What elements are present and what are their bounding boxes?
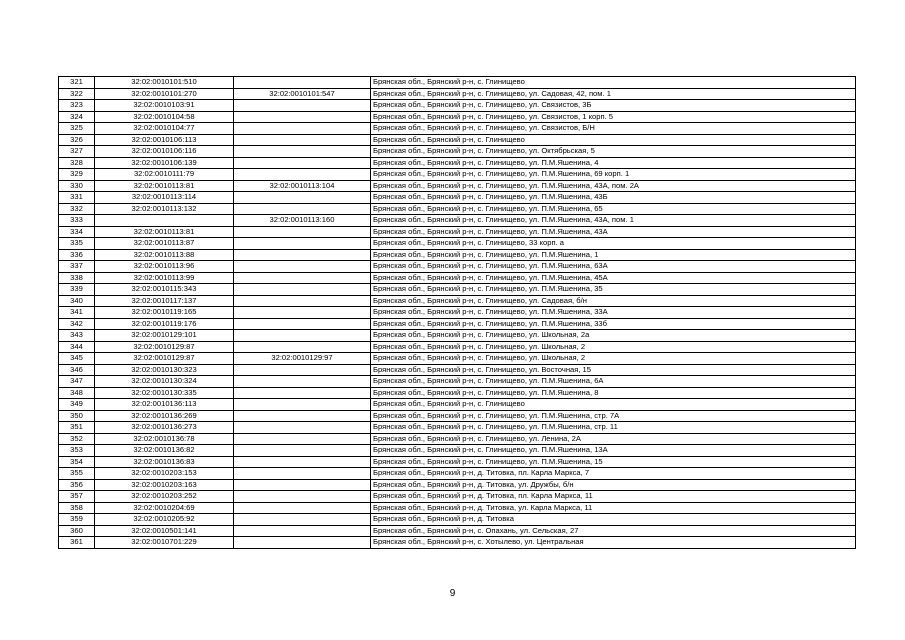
- address-cell: Брянская обл., Брянский р-н, с. Глинищево: [371, 77, 856, 89]
- table-row: [59, 226, 856, 238]
- cadastral-number-cell: 32:02:0010130:335: [95, 387, 234, 399]
- address-cell: Брянская обл., Брянский р-н, с. Глинищево, ул. П.М.Яшенина, 6А: [371, 376, 856, 388]
- cadastral-number-cell: 32:02:0010113:81: [95, 226, 234, 238]
- row-number-cell: 354: [59, 456, 95, 468]
- row-number-cell: 346: [59, 364, 95, 376]
- table-row: [59, 433, 856, 445]
- row-number-cell: 360: [59, 525, 95, 537]
- row-number-cell: 322: [59, 88, 95, 100]
- address-cell: Брянская обл., Брянский р-н, с. Глинищево, ул. П.М.Яшенина, 1: [371, 249, 856, 261]
- parent-cadastral-number-cell: 32:02:0010101:547: [234, 88, 371, 100]
- row-number-cell: 356: [59, 479, 95, 491]
- row-number-cell: 361: [59, 537, 95, 549]
- row-number-cell: 355: [59, 468, 95, 480]
- parent-cadastral-number-cell: [234, 399, 371, 411]
- parent-cadastral-number-cell: [234, 330, 371, 342]
- table-row: [59, 134, 856, 146]
- table-row: [59, 169, 856, 181]
- registry-table-body: [59, 77, 856, 549]
- cadastral-number-cell: 32:02:0010204:69: [95, 502, 234, 514]
- cadastral-number-cell: 32:02:0010101:270: [95, 88, 234, 100]
- cadastral-number-cell: 32:02:0010129:87: [95, 341, 234, 353]
- address-cell: Брянская обл., Брянский р-н, с. Глинищево, ул. П.М.Яшенина, 43А, пом. 1: [371, 215, 856, 227]
- address-cell: Брянская обл., Брянский р-н, с. Глинищево, ул. П.М.Яшенина, стр. 7А: [371, 410, 856, 422]
- row-number-cell: 323: [59, 100, 95, 112]
- address-cell: Брянская обл., Брянский р-н, с. Глинищево, ул. П.М.Яшенина, 13А: [371, 445, 856, 457]
- parent-cadastral-number-cell: [234, 433, 371, 445]
- row-number-cell: 345: [59, 353, 95, 365]
- row-number-cell: 358: [59, 502, 95, 514]
- address-cell: Брянская обл., Брянский р-н, с. Глинищево, ул. Школьная, 2: [371, 341, 856, 353]
- table-row: [59, 111, 856, 123]
- address-cell: Брянская обл., Брянский р-н, д. Титовка: [371, 514, 856, 526]
- address-cell: Брянская обл., Брянский р-н, с. Глинищево, ул. Восточная, 15: [371, 364, 856, 376]
- address-cell: Брянская обл., Брянский р-н, д. Титовка, пл. Карла Маркса, 7: [371, 468, 856, 480]
- parent-cadastral-number-cell: [234, 479, 371, 491]
- table-row: [59, 456, 856, 468]
- cadastral-number-cell: 32:02:0010136:273: [95, 422, 234, 434]
- row-number-cell: 343: [59, 330, 95, 342]
- cadastral-number-cell: 32:02:0010113:88: [95, 249, 234, 261]
- row-number-cell: 350: [59, 410, 95, 422]
- address-cell: Брянская обл., Брянский р-н, с. Глинищево, ул. П.М.Яшенина, 8: [371, 387, 856, 399]
- parent-cadastral-number-cell: [234, 491, 371, 503]
- table-row: [59, 215, 856, 227]
- address-cell: Брянская обл., Брянский р-н, с. Глинищево, ул. Школьная, 2: [371, 353, 856, 365]
- row-number-cell: 342: [59, 318, 95, 330]
- address-cell: Брянская обл., Брянский р-н, с. Глинищево, ул. П.М.Яшенина, 63А: [371, 261, 856, 273]
- table-row: [59, 491, 856, 503]
- row-number-cell: 327: [59, 146, 95, 158]
- parent-cadastral-number-cell: [234, 307, 371, 319]
- parent-cadastral-number-cell: [234, 146, 371, 158]
- address-cell: Брянская обл., Брянский р-н, с. Глинищево, ул. П.М.Яшенина, 65: [371, 203, 856, 215]
- parent-cadastral-number-cell: [234, 525, 371, 537]
- registry-table: [58, 76, 856, 549]
- cadastral-number-cell: 32:02:0010130:324: [95, 376, 234, 388]
- address-cell: Брянская обл., Брянский р-н, с. Глинищево, ул. Садовая, 42, пом. 1: [371, 88, 856, 100]
- address-cell: Брянская обл., Брянский р-н, с. Глинищево, ул. П.М.Яшенина, 33А: [371, 307, 856, 319]
- row-number-cell: 328: [59, 157, 95, 169]
- cadastral-number-cell: 32:02:0010113:114: [95, 192, 234, 204]
- table-row: [59, 100, 856, 112]
- cadastral-number-cell: 32:02:0010129:87: [95, 353, 234, 365]
- row-number-cell: 349: [59, 399, 95, 411]
- table-row: [59, 192, 856, 204]
- table-row: [59, 353, 856, 365]
- parent-cadastral-number-cell: [234, 410, 371, 422]
- parent-cadastral-number-cell: [234, 157, 371, 169]
- parent-cadastral-number-cell: [234, 203, 371, 215]
- address-cell: Брянская обл., Брянский р-н, с. Глинищево, ул. П.М.Яшенина, 45А: [371, 272, 856, 284]
- address-cell: Брянская обл., Брянский р-н, с. Хотылево, ул. Центральная: [371, 537, 856, 549]
- parent-cadastral-number-cell: [234, 456, 371, 468]
- cadastral-number-cell: 32:02:0010136:82: [95, 445, 234, 457]
- address-cell: Брянская обл., Брянский р-н, с. Глинищево, ул. П.М.Яшенина, стр. 11: [371, 422, 856, 434]
- parent-cadastral-number-cell: [234, 514, 371, 526]
- row-number-cell: 337: [59, 261, 95, 273]
- table-row: [59, 180, 856, 192]
- row-number-cell: 357: [59, 491, 95, 503]
- table-row: [59, 88, 856, 100]
- address-cell: Брянская обл., Брянский р-н, с. Глинищево, ул. П.М.Яшенина, 43Б: [371, 192, 856, 204]
- table-row: [59, 422, 856, 434]
- address-cell: Брянская обл., Брянский р-н, с. Глинищево, ул. Садовая, б/н: [371, 295, 856, 307]
- row-number-cell: 321: [59, 77, 95, 89]
- row-number-cell: 331: [59, 192, 95, 204]
- row-number-cell: 340: [59, 295, 95, 307]
- row-number-cell: 359: [59, 514, 95, 526]
- row-number-cell: 332: [59, 203, 95, 215]
- address-cell: Брянская обл., Брянский р-н, с. Глинищево, 33 корп. а: [371, 238, 856, 250]
- table-row: [59, 249, 856, 261]
- cadastral-number-cell: 32:02:0010113:96: [95, 261, 234, 273]
- parent-cadastral-number-cell: [234, 284, 371, 296]
- table-row: [59, 272, 856, 284]
- cadastral-number-cell: 32:02:0010113:99: [95, 272, 234, 284]
- parent-cadastral-number-cell: [234, 272, 371, 284]
- table-row: [59, 284, 856, 296]
- cadastral-number-cell: 32:02:0010119:165: [95, 307, 234, 319]
- row-number-cell: 348: [59, 387, 95, 399]
- address-cell: Брянская обл., Брянский р-н, с. Глинищево, ул. Школьная, 2а: [371, 330, 856, 342]
- row-number-cell: 339: [59, 284, 95, 296]
- address-cell: Брянская обл., Брянский р-н, с. Глинищево, ул. Связистов, 3Б: [371, 100, 856, 112]
- address-cell: Брянская обл., Брянский р-н, д. Титовка, ул. Карла Маркса, 11: [371, 502, 856, 514]
- table-row: [59, 364, 856, 376]
- parent-cadastral-number-cell: [234, 226, 371, 238]
- address-cell: Брянская обл., Брянский р-н, д. Титовка, ул. Дружбы, б/н: [371, 479, 856, 491]
- parent-cadastral-number-cell: [234, 77, 371, 89]
- cadastral-number-cell: 32:02:0010203:163: [95, 479, 234, 491]
- address-cell: Брянская обл., Брянский р-н, с. Глинищево, ул. Связистов, Б/Н: [371, 123, 856, 135]
- table-row: [59, 502, 856, 514]
- parent-cadastral-number-cell: [234, 445, 371, 457]
- address-cell: Брянская обл., Брянский р-н, с. Глинищево, ул. П.М.Яшенина, 35: [371, 284, 856, 296]
- address-cell: Брянская обл., Брянский р-н, с. Глинищево, ул. П.М.Яшенина, 43А, пом. 2А: [371, 180, 856, 192]
- parent-cadastral-number-cell: [234, 111, 371, 123]
- address-cell: Брянская обл., Брянский р-н, с. Глинищево, ул. Октябрьская, 5: [371, 146, 856, 158]
- address-cell: Брянская обл., Брянский р-н, д. Титовка, пл. Карла Маркса, 11: [371, 491, 856, 503]
- table-row: [59, 514, 856, 526]
- parent-cadastral-number-cell: [234, 134, 371, 146]
- table-row: [59, 537, 856, 549]
- parent-cadastral-number-cell: [234, 387, 371, 399]
- row-number-cell: 338: [59, 272, 95, 284]
- address-cell: Брянская обл., Брянский р-н, с. Глинищево, ул. Связистов, 1 корп. 5: [371, 111, 856, 123]
- cadastral-number-cell: 32:02:0010113:81: [95, 180, 234, 192]
- parent-cadastral-number-cell: [234, 169, 371, 181]
- address-cell: Брянская обл., Брянский р-н, с. Глинищево: [371, 399, 856, 411]
- row-number-cell: 326: [59, 134, 95, 146]
- row-number-cell: 351: [59, 422, 95, 434]
- cadastral-number-cell: 32:02:0010136:113: [95, 399, 234, 411]
- table-row: [59, 525, 856, 537]
- cadastral-number-cell: 32:02:0010106:116: [95, 146, 234, 158]
- table-row: [59, 157, 856, 169]
- cadastral-number-cell: 32:02:0010104:77: [95, 123, 234, 135]
- table-row: [59, 77, 856, 89]
- cadastral-number-cell: 32:02:0010203:153: [95, 468, 234, 480]
- table-row: [59, 468, 856, 480]
- cadastral-number-cell: 32:02:0010101:510: [95, 77, 234, 89]
- table-row: [59, 307, 856, 319]
- parent-cadastral-number-cell: [234, 192, 371, 204]
- address-cell: Брянская обл., Брянский р-н, с. Глинищево, ул. П.М.Яшенина, 33б: [371, 318, 856, 330]
- parent-cadastral-number-cell: 32:02:0010113:104: [234, 180, 371, 192]
- address-cell: Брянская обл., Брянский р-н, с. Глинищево, ул. П.М.Яшенина, 4: [371, 157, 856, 169]
- row-number-cell: 334: [59, 226, 95, 238]
- parent-cadastral-number-cell: [234, 238, 371, 250]
- cadastral-number-cell: 32:02:0010103:91: [95, 100, 234, 112]
- table-row: [59, 146, 856, 158]
- row-number-cell: 333: [59, 215, 95, 227]
- cadastral-number-cell: 32:02:0010104:58: [95, 111, 234, 123]
- table-row: [59, 341, 856, 353]
- parent-cadastral-number-cell: [234, 295, 371, 307]
- cadastral-number-cell: 32:02:0010119:176: [95, 318, 234, 330]
- table-row: [59, 238, 856, 250]
- cadastral-number-cell: 32:02:0010115:343: [95, 284, 234, 296]
- parent-cadastral-number-cell: 32:02:0010113:160: [234, 215, 371, 227]
- cadastral-number-cell: 32:02:0010203:252: [95, 491, 234, 503]
- cadastral-number-cell: 32:02:0010501:141: [95, 525, 234, 537]
- row-number-cell: 344: [59, 341, 95, 353]
- parent-cadastral-number-cell: [234, 318, 371, 330]
- row-number-cell: 324: [59, 111, 95, 123]
- cadastral-number-cell: 32:02:0010205:92: [95, 514, 234, 526]
- cadastral-number-cell: 32:02:0010136:78: [95, 433, 234, 445]
- table-row: [59, 123, 856, 135]
- table-row: [59, 203, 856, 215]
- parent-cadastral-number-cell: [234, 422, 371, 434]
- table-row: [59, 445, 856, 457]
- table-row: [59, 479, 856, 491]
- cadastral-number-cell: 32:02:0010106:113: [95, 134, 234, 146]
- address-cell: Брянская обл., Брянский р-н, с. Глинищево, ул. П.М.Яшенина, 15: [371, 456, 856, 468]
- cadastral-number-cell: 32:02:0010136:269: [95, 410, 234, 422]
- row-number-cell: 335: [59, 238, 95, 250]
- parent-cadastral-number-cell: [234, 364, 371, 376]
- row-number-cell: 353: [59, 445, 95, 457]
- cadastral-number-cell: 32:02:0010113:132: [95, 203, 234, 215]
- parent-cadastral-number-cell: 32:02:0010129:97: [234, 353, 371, 365]
- parent-cadastral-number-cell: [234, 537, 371, 549]
- row-number-cell: 329: [59, 169, 95, 181]
- parent-cadastral-number-cell: [234, 502, 371, 514]
- address-cell: Брянская обл., Брянский р-н, с. Глинищево, ул. П.М.Яшенина, 69 корп. 1: [371, 169, 856, 181]
- row-number-cell: 352: [59, 433, 95, 445]
- parent-cadastral-number-cell: [234, 261, 371, 273]
- cadastral-number-cell: 32:02:0010113:87: [95, 238, 234, 250]
- cadastral-number-cell: 32:02:0010701:229: [95, 537, 234, 549]
- table-row: [59, 330, 856, 342]
- cadastral-number-cell: 32:02:0010106:139: [95, 157, 234, 169]
- table-row: [59, 295, 856, 307]
- row-number-cell: 330: [59, 180, 95, 192]
- cadastral-number-cell: 32:02:0010111:79: [95, 169, 234, 181]
- parent-cadastral-number-cell: [234, 376, 371, 388]
- parent-cadastral-number-cell: [234, 100, 371, 112]
- row-number-cell: 325: [59, 123, 95, 135]
- cadastral-number-cell: [95, 215, 234, 227]
- row-number-cell: 341: [59, 307, 95, 319]
- cadastral-number-cell: 32:02:0010136:83: [95, 456, 234, 468]
- table-row: [59, 410, 856, 422]
- address-cell: Брянская обл., Брянский р-н, с. Глинищево: [371, 134, 856, 146]
- address-cell: Брянская обл., Брянский р-н, с. Глинищево, ул. П.М.Яшенина, 43А: [371, 226, 856, 238]
- page-number: 9: [449, 588, 456, 599]
- parent-cadastral-number-cell: [234, 468, 371, 480]
- table-row: [59, 399, 856, 411]
- parent-cadastral-number-cell: [234, 123, 371, 135]
- table-row: [59, 376, 856, 388]
- address-cell: Брянская обл., Брянский р-н, с. Глинищево, ул. Ленина, 2А: [371, 433, 856, 445]
- parent-cadastral-number-cell: [234, 249, 371, 261]
- table-row: [59, 261, 856, 273]
- table-row: [59, 318, 856, 330]
- row-number-cell: 347: [59, 376, 95, 388]
- table-row: [59, 387, 856, 399]
- cadastral-number-cell: 32:02:0010130:323: [95, 364, 234, 376]
- address-cell: Брянская обл., Брянский р-н, с. Опахань, ул. Сельская, 27: [371, 525, 856, 537]
- cadastral-number-cell: 32:02:0010129:101: [95, 330, 234, 342]
- cadastral-number-cell: 32:02:0010117:137: [95, 295, 234, 307]
- row-number-cell: 336: [59, 249, 95, 261]
- parent-cadastral-number-cell: [234, 341, 371, 353]
